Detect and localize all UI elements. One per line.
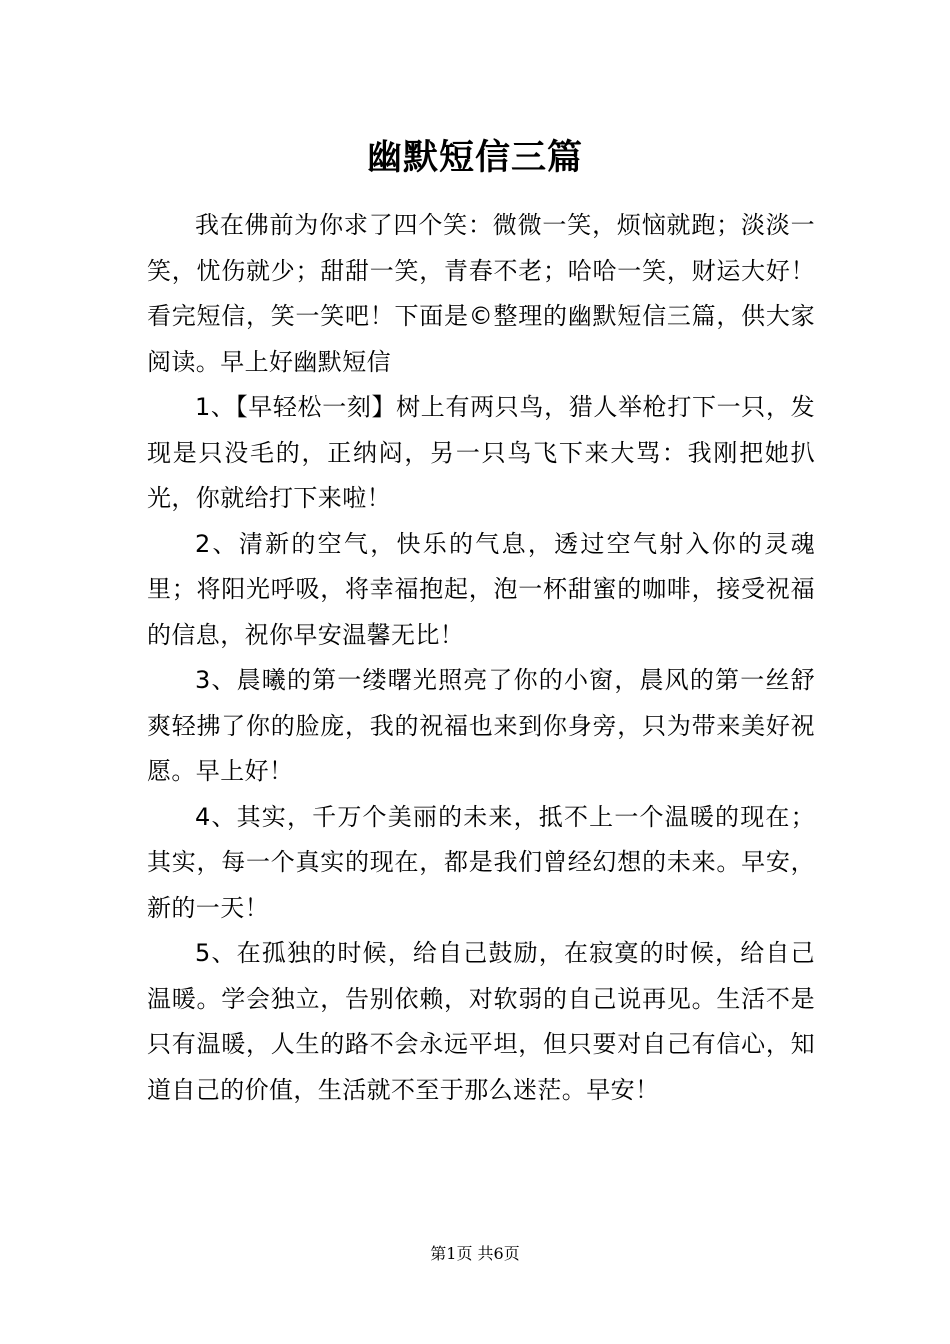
message-paragraph-5: 5、在孤独的时候，给自己鼓励，在寂寞的时候，给自己温暖。学会独立，告别依赖，对软弱的自己说再见。生活不是只有温暖，人生的路不会永远平坦，但只要对自己有信心，知道自己的价值，生活就不至于那么迷茫。早安！ <box>147 939 815 1104</box>
message-paragraph-1: 1、【早轻松一刻】树上有两只鸟，猎人举枪打下一只，发现是只没毛的，正纳闷，另一只鸟飞下来大骂：我刚把她扒光，你就给打下来啦！ <box>147 393 815 512</box>
document-body <box>147 203 815 1113</box>
message-paragraph-3: 3、晨曦的第一缕曙光照亮了你的小窗，晨风的第一丝舒爽轻拂了你的脸庞，我的祝福也来到你身旁，只为带来美好祝愿。早上好！ <box>147 666 815 785</box>
message-paragraph-2: 2、清新的空气，快乐的气息，透过空气射入你的灵魂里；将阳光呼吸，将幸福抱起，泡一杯甜蜜的咖啡，接受祝福的信息，祝你早安温馨无比！ <box>147 529 815 649</box>
intro-paragraph: 我在佛前为你求了四个笑：微微一笑，烦恼就跑；淡淡一笑，忧伤就少；甜甜一笑，青春不老；哈哈一笑，财运大好！看完短信，笑一笑吧！下面是©整理的幽默短信三篇，供大家阅读。早上好幽默短信 <box>147 211 815 376</box>
document-title: 幽默短信三篇 <box>366 137 583 178</box>
message-paragraph-4: 4、其实，千万个美丽的未来，抵不上一个温暖的现在；其实，每一个真实的现在，都是我们曾经幻想的未来。早安，新的一天！ <box>147 802 815 922</box>
page-number-footer: 第1页 共6页 <box>430 1244 520 1263</box>
